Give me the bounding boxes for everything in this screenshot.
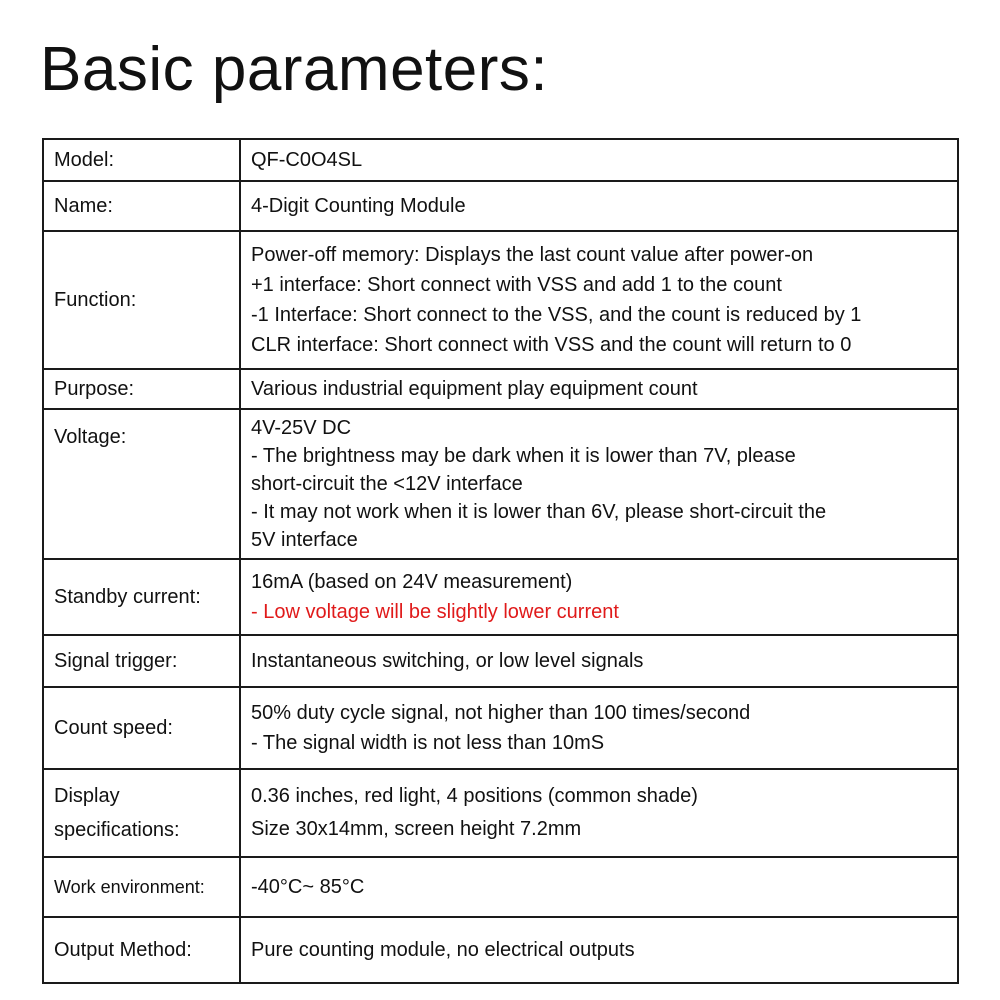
row-value-voltage bbox=[240, 409, 958, 559]
table-row bbox=[43, 181, 958, 231]
row-label-work-environment: Work environment: bbox=[43, 857, 240, 917]
row-value-output-method bbox=[240, 917, 958, 983]
row-label-display-specifications: Display specifications: bbox=[43, 769, 240, 857]
value-line: 0.36 inches, red light, 4 positions (common shade) bbox=[251, 785, 698, 807]
row-value-model bbox=[240, 139, 958, 181]
row-value-standby-current bbox=[240, 559, 958, 635]
value-line: 50% duty cycle signal, not higher than 100 times/second bbox=[251, 702, 751, 724]
value-line: Size 30x14mm, screen height 7.2mm bbox=[251, 818, 582, 840]
parameters-table bbox=[42, 138, 959, 984]
value-line: 4V-25V DC bbox=[251, 417, 352, 439]
row-label-function: Function: bbox=[43, 231, 240, 369]
value-line: Pure counting module, no electrical outputs bbox=[251, 939, 635, 961]
row-label-voltage: Voltage: bbox=[43, 409, 240, 559]
table-row bbox=[43, 369, 958, 409]
table-row bbox=[43, 917, 958, 983]
value-line: - The signal width is not less than 10mS bbox=[251, 732, 605, 754]
value-line: short-circuit the <12V interface bbox=[251, 473, 523, 495]
row-label-standby-current: Standby current: bbox=[43, 559, 240, 635]
value-line: -1 Interface: Short connect to the VSS, and the count is reduced by 1 bbox=[251, 304, 862, 326]
table-row bbox=[43, 769, 958, 857]
value-line: - The brightness may be dark when it is lower than 7V, please bbox=[251, 445, 796, 467]
row-label-signal-trigger: Signal trigger: bbox=[43, 635, 240, 687]
row-label-name: Name: bbox=[43, 181, 240, 231]
value-line: CLR interface: Short connect with VSS and the count will return to 0 bbox=[251, 334, 852, 356]
table-row bbox=[43, 231, 958, 369]
value-line: QF-C0O4SL bbox=[251, 149, 363, 171]
value-line: +1 interface: Short connect with VSS and add 1 to the count bbox=[251, 274, 782, 296]
row-value-function bbox=[240, 231, 958, 369]
row-label-count-speed: Count speed: bbox=[43, 687, 240, 769]
table-row bbox=[43, 635, 958, 687]
row-label-model: Model: bbox=[43, 139, 240, 181]
warning-note: - Low voltage will be slightly lower current bbox=[251, 601, 619, 623]
page-title: Basic parameters: bbox=[40, 35, 549, 104]
row-value-purpose bbox=[240, 369, 958, 409]
row-label-purpose: Purpose: bbox=[43, 369, 240, 409]
table-row bbox=[43, 687, 958, 769]
value-line: 16mA (based on 24V measurement) bbox=[251, 571, 573, 593]
value-line: Various industrial equipment play equipment count bbox=[251, 378, 698, 400]
table-row bbox=[43, 139, 958, 181]
table-row bbox=[43, 857, 958, 917]
row-value-work-environment bbox=[240, 857, 958, 917]
value-line: Instantaneous switching, or low level signals bbox=[251, 650, 644, 672]
table-row bbox=[43, 559, 958, 635]
row-value-signal-trigger bbox=[240, 635, 958, 687]
value-line: -40°C~ 85°C bbox=[251, 876, 365, 898]
row-label-output-method: Output Method: bbox=[43, 917, 240, 983]
row-value-count-speed bbox=[240, 687, 958, 769]
table-row bbox=[43, 409, 958, 559]
row-value-display-specifications bbox=[240, 769, 958, 857]
row-value-name bbox=[240, 181, 958, 231]
value-line: Power-off memory: Displays the last count value after power-on bbox=[251, 244, 814, 266]
value-line: 4-Digit Counting Module bbox=[251, 195, 466, 217]
value-line: 5V interface bbox=[251, 529, 358, 551]
value-line: - It may not work when it is lower than 6V, please short-circuit the bbox=[251, 501, 827, 523]
